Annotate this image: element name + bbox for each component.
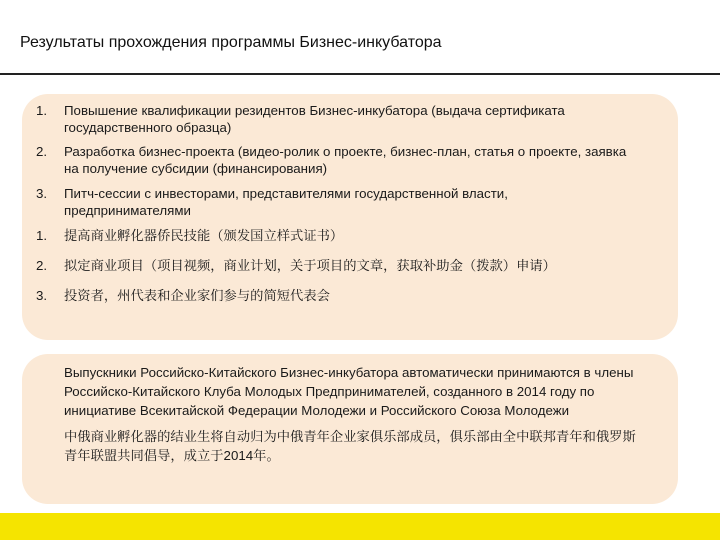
- item-text: 提高商业孵化器侨民技能（颁发国立样式证书）: [64, 228, 344, 243]
- list-item: [36, 185, 638, 219]
- list-item: [36, 287, 638, 304]
- item-number: 1.: [36, 228, 48, 243]
- note-text-zh: 中俄商业孵化器的结业生将自动归为中俄青年企业家俱乐部成员，俱乐部由全中联邦青年和俄罗斯青年联盟共同倡导，成立于2014年。: [64, 429, 636, 463]
- item-number: 3.: [36, 186, 48, 201]
- note-text-ru: Выпускники Российско-Китайского Бизнес-инкубатора автоматически принимаются в члены Российско-Китайского Клуба Молодых Предпринимателей, созданного в 2014 году по инициативе Всекитайской Федерации Молодежи и Российского Союза Молодежи: [64, 365, 634, 418]
- list-item: [36, 227, 638, 244]
- list-item: [36, 257, 638, 274]
- bottom-accent-bar: [0, 513, 720, 540]
- item-text: 拟定商业项目（项目视频，商业计划，关于项目的文章，获取补助金（拨款）申请）: [64, 258, 556, 273]
- item-number: 2.: [36, 144, 48, 159]
- item-text: Разработка бизнес-проекта (видео-ролик о проекте, бизнес-план, статья о проекте, заявка на получение субсидии (финансирования): [64, 144, 627, 176]
- item-number: 1.: [36, 103, 48, 118]
- item-text: 投资者，州代表和企业家们参与的简短代表会: [64, 288, 330, 303]
- list-item: [36, 143, 638, 177]
- page-title: Результаты прохождения программы Бизнес-инкубатора: [20, 34, 442, 51]
- list-item: [36, 102, 638, 136]
- item-text: Повышение квалификации резидентов Бизнес-инкубатора (выдача сертификата государственного образца): [64, 103, 565, 135]
- item-text: Питч-сессии с инвесторами, представителями государственной власти, предпринимателями: [64, 186, 508, 218]
- item-number: 2.: [36, 258, 48, 273]
- graduates-note-panel: [22, 354, 678, 504]
- results-list-panel: [22, 94, 678, 340]
- title-divider: [0, 73, 720, 75]
- item-number: 3.: [36, 288, 48, 303]
